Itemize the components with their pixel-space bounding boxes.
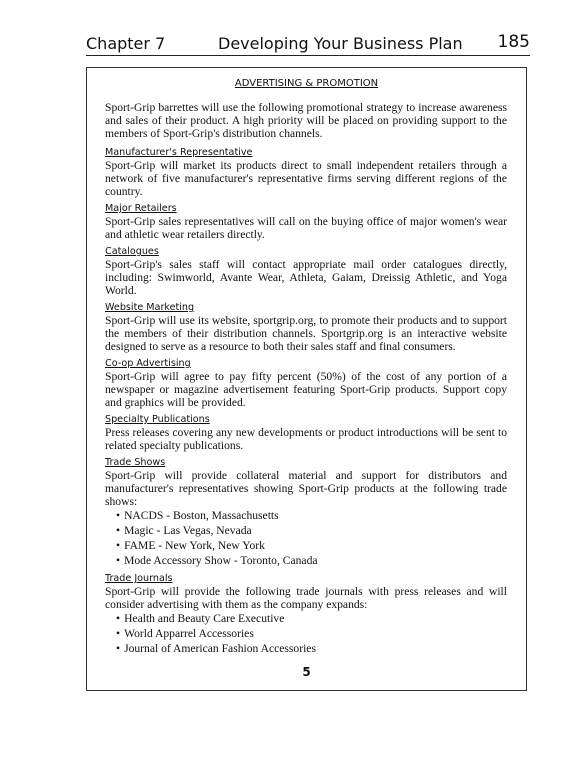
section-text: Sport-Grip's sales staff will contact appropriate mail order catalogues directly, including: Swimworld, Avante Wear, Athleta, Gaiam, Dreissig Athletic, and Yoga World. bbox=[105, 258, 507, 297]
section-title: Catalogues bbox=[105, 246, 159, 257]
section-text: Sport-Grip sales representatives will call on the buying office of major women's wear and athletic wear retailers directly. bbox=[105, 215, 507, 241]
section-title: Co-op Advertising bbox=[105, 358, 191, 369]
trade-show-list bbox=[105, 508, 507, 568]
section-catalogues bbox=[105, 245, 507, 297]
running-head bbox=[86, 32, 532, 54]
section-trade-shows bbox=[105, 456, 507, 568]
trade-journal-list bbox=[105, 611, 507, 656]
document-body bbox=[105, 101, 507, 660]
section-major-retailers bbox=[105, 202, 507, 241]
section-text: Sport-Grip will agree to pay fifty percent (50%) of the cost of any portion of a newspaper or magazine advertisement featuring Sport-Grip products. Support copy and graphics will be provided. bbox=[105, 370, 507, 409]
section-text: Sport-Grip will use its website, sportgrip.org, to promote their products and to support the members of their distribution channels. Sportgrip.org is an interactive website designed to serve as a resource to both their sales staff and final consumers. bbox=[105, 314, 507, 353]
list-item: • World Apparrel Accessories bbox=[116, 626, 507, 641]
section-text: Sport-Grip will market its products direct to small independent retailers through a network of five manufacturer's representative firms serving different regions of the country. bbox=[105, 159, 507, 198]
section-heading: ADVERTISING & PROMOTION bbox=[234, 78, 379, 89]
section-title: Website Marketing bbox=[105, 302, 195, 313]
section-text: Sport-Grip will provide collateral material and support for distributors and manufacturer's representatives showing Sport-Grip products at the following trade shows: bbox=[105, 469, 507, 508]
section-title: Trade Journals bbox=[105, 573, 173, 584]
section-text: Press releases covering any new developments or product introductions will be sent to related specialty publications. bbox=[105, 426, 507, 452]
list-item: • Health and Beauty Care Executive bbox=[116, 611, 507, 626]
section-title: Major Retailers bbox=[105, 203, 177, 214]
section-manufacturers-representative bbox=[105, 146, 507, 198]
list-item: • Mode Accessory Show - Toronto, Canada bbox=[116, 553, 507, 568]
list-item: • NACDS - Boston, Massachusetts bbox=[116, 508, 507, 523]
book-title: Developing Your Business Plan bbox=[218, 34, 463, 53]
list-item: • FAME - New York, New York bbox=[116, 538, 507, 553]
section-co-op-advertising bbox=[105, 357, 507, 409]
header-rule bbox=[86, 55, 530, 56]
intro-paragraph: Sport-Grip barrettes will use the following promotional strategy to increase awareness and sales of their product. A high priority will be placed on providing support to the members of Sport-Grip's distribution channels. bbox=[105, 101, 507, 140]
list-item: • Journal of American Fashion Accessories bbox=[116, 641, 507, 656]
section-text: Sport-Grip will provide the following trade journals with press releases and will consider advertising with them as the company expands: bbox=[105, 585, 507, 611]
footer-page-number: 5 bbox=[302, 665, 311, 679]
section-title: Trade Shows bbox=[105, 457, 166, 468]
chapter-label: Chapter 7 bbox=[86, 34, 166, 53]
section-title: Specialty Publications bbox=[105, 414, 210, 425]
section-title: Manufacturer's Representative bbox=[105, 147, 253, 158]
list-item: • Magic - Las Vegas, Nevada bbox=[116, 523, 507, 538]
section-trade-journals bbox=[105, 572, 507, 656]
section-specialty-publications bbox=[105, 413, 507, 452]
page-number: 185 bbox=[497, 32, 530, 52]
section-website-marketing bbox=[105, 301, 507, 353]
